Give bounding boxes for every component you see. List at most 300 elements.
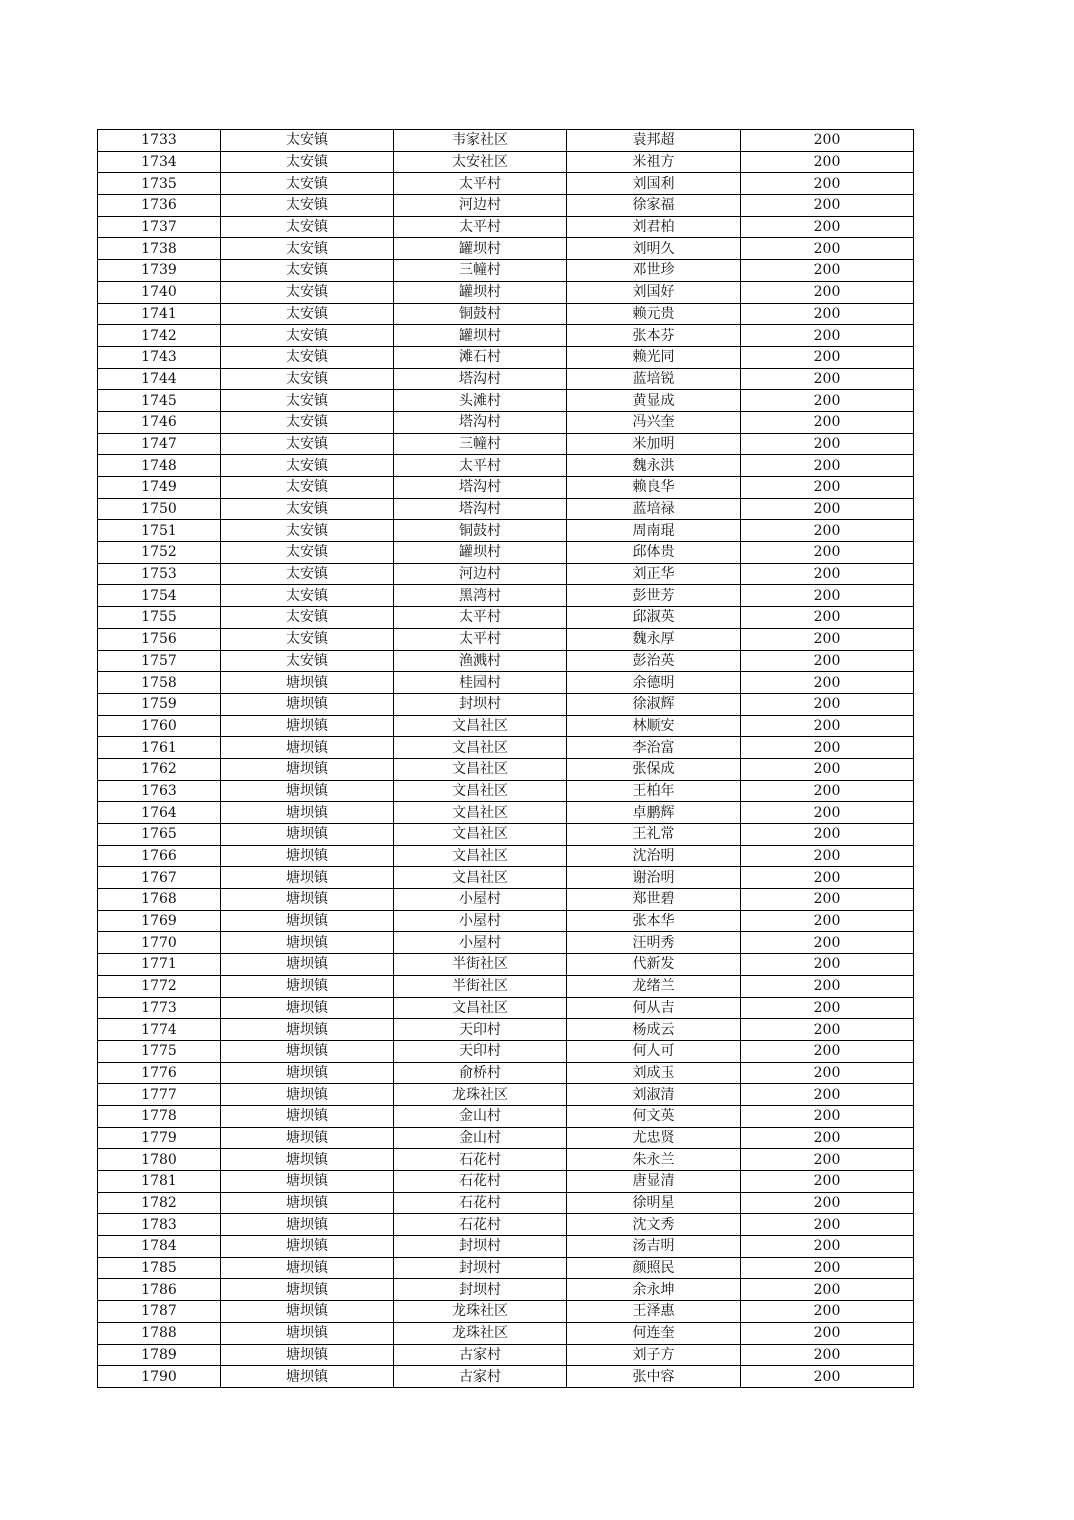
name-cell: 刘子方 [567,1344,741,1366]
name-cell: 张保成 [567,758,741,780]
village-cell: 塔沟村 [394,477,567,499]
row-number-cell: 1772 [98,975,221,997]
row-number-cell: 1764 [98,802,221,824]
row-number-cell: 1778 [98,1105,221,1127]
table-row [98,1322,914,1344]
town-cell: 塘坝镇 [221,1322,394,1344]
amount-cell: 200 [741,628,914,650]
table-row [98,173,914,195]
row-number-cell: 1734 [98,151,221,173]
row-number-cell: 1790 [98,1366,221,1388]
village-cell: 头滩村 [394,390,567,412]
town-cell: 太安镇 [221,628,394,650]
town-cell: 太安镇 [221,477,394,499]
name-cell: 刘国好 [567,281,741,303]
town-cell: 太安镇 [221,346,394,368]
name-cell: 沈治明 [567,845,741,867]
name-cell: 张本芬 [567,325,741,347]
town-cell: 塘坝镇 [221,824,394,846]
name-cell: 汪明秀 [567,932,741,954]
name-cell: 何连奎 [567,1322,741,1344]
row-number-cell: 1737 [98,216,221,238]
table-row [98,498,914,520]
row-number-cell: 1775 [98,1040,221,1062]
town-cell: 太安镇 [221,390,394,412]
amount-cell: 200 [741,693,914,715]
table-row [98,1105,914,1127]
amount-cell: 200 [741,997,914,1019]
town-cell: 塘坝镇 [221,889,394,911]
table-row [98,542,914,564]
amount-cell: 200 [741,585,914,607]
amount-cell: 200 [741,1105,914,1127]
name-cell: 刘君柏 [567,216,741,238]
row-number-cell: 1759 [98,693,221,715]
table-row [98,1301,914,1323]
table-row [98,238,914,260]
name-cell: 袁邦超 [567,130,741,152]
village-cell: 石花村 [394,1214,567,1236]
row-number-cell: 1750 [98,498,221,520]
village-cell: 文昌社区 [394,867,567,889]
amount-cell: 200 [741,130,914,152]
town-cell: 塘坝镇 [221,997,394,1019]
amount-cell: 200 [741,281,914,303]
table-row [98,1214,914,1236]
village-cell: 太平村 [394,455,567,477]
row-number-cell: 1760 [98,715,221,737]
row-number-cell: 1751 [98,520,221,542]
village-cell: 文昌社区 [394,997,567,1019]
row-number-cell: 1769 [98,910,221,932]
town-cell: 塘坝镇 [221,845,394,867]
table-row [98,954,914,976]
town-cell: 塘坝镇 [221,1301,394,1323]
amount-cell: 200 [741,498,914,520]
row-number-cell: 1755 [98,607,221,629]
row-number-cell: 1741 [98,303,221,325]
village-cell: 金山村 [394,1105,567,1127]
amount-cell: 200 [741,1084,914,1106]
town-cell: 塘坝镇 [221,780,394,802]
amount-cell: 200 [741,325,914,347]
village-cell: 封坝村 [394,693,567,715]
name-cell: 王礼常 [567,824,741,846]
name-cell: 彭治英 [567,650,741,672]
table-row [98,563,914,585]
table-row [98,628,914,650]
roster-table [97,129,914,1388]
table-row [98,195,914,217]
name-cell: 颜照民 [567,1257,741,1279]
village-cell: 太平村 [394,628,567,650]
town-cell: 太安镇 [221,411,394,433]
town-cell: 太安镇 [221,325,394,347]
name-cell: 林顺安 [567,715,741,737]
town-cell: 塘坝镇 [221,975,394,997]
table-row [98,780,914,802]
amount-cell: 200 [741,563,914,585]
amount-cell: 200 [741,607,914,629]
name-cell: 余德明 [567,672,741,694]
amount-cell: 200 [741,954,914,976]
name-cell: 朱永兰 [567,1149,741,1171]
row-number-cell: 1754 [98,585,221,607]
table-row [98,1236,914,1258]
amount-cell: 200 [741,1127,914,1149]
amount-cell: 200 [741,477,914,499]
amount-cell: 200 [741,780,914,802]
amount-cell: 200 [741,802,914,824]
town-cell: 太安镇 [221,368,394,390]
town-cell: 塘坝镇 [221,867,394,889]
amount-cell: 200 [741,975,914,997]
name-cell: 赖元贵 [567,303,741,325]
table-row [98,1019,914,1041]
table-row [98,281,914,303]
amount-cell: 200 [741,390,914,412]
row-number-cell: 1757 [98,650,221,672]
table-row [98,368,914,390]
name-cell: 赖光同 [567,346,741,368]
table-row [98,1366,914,1388]
amount-cell: 200 [741,173,914,195]
amount-cell: 200 [741,1322,914,1344]
name-cell: 李治富 [567,737,741,759]
amount-cell: 200 [741,1236,914,1258]
row-number-cell: 1735 [98,173,221,195]
name-cell: 周南琨 [567,520,741,542]
row-number-cell: 1762 [98,758,221,780]
village-cell: 太安社区 [394,151,567,173]
village-cell: 河边村 [394,195,567,217]
row-number-cell: 1777 [98,1084,221,1106]
town-cell: 太安镇 [221,542,394,564]
table-row [98,997,914,1019]
row-number-cell: 1773 [98,997,221,1019]
amount-cell: 200 [741,433,914,455]
table-row [98,1062,914,1084]
name-cell: 刘淑清 [567,1084,741,1106]
village-cell: 小屋村 [394,932,567,954]
village-cell: 罐坝村 [394,542,567,564]
amount-cell: 200 [741,889,914,911]
table-row [98,932,914,954]
table-row [98,216,914,238]
town-cell: 塘坝镇 [221,1192,394,1214]
town-cell: 塘坝镇 [221,802,394,824]
amount-cell: 200 [741,824,914,846]
row-number-cell: 1736 [98,195,221,217]
row-number-cell: 1784 [98,1236,221,1258]
row-number-cell: 1746 [98,411,221,433]
amount-cell: 200 [741,1214,914,1236]
row-number-cell: 1756 [98,628,221,650]
village-cell: 罐坝村 [394,238,567,260]
village-cell: 文昌社区 [394,824,567,846]
name-cell: 杨成云 [567,1019,741,1041]
name-cell: 米祖方 [567,151,741,173]
town-cell: 太安镇 [221,216,394,238]
row-number-cell: 1738 [98,238,221,260]
village-cell: 韦家社区 [394,130,567,152]
village-cell: 龙珠社区 [394,1322,567,1344]
town-cell: 太安镇 [221,585,394,607]
table-row [98,1257,914,1279]
name-cell: 邓世珍 [567,260,741,282]
town-cell: 塘坝镇 [221,954,394,976]
town-cell: 太安镇 [221,607,394,629]
town-cell: 太安镇 [221,650,394,672]
town-cell: 塘坝镇 [221,1127,394,1149]
table-row [98,672,914,694]
name-cell: 赖良华 [567,477,741,499]
amount-cell: 200 [741,845,914,867]
table-row [98,151,914,173]
village-cell: 龙珠社区 [394,1084,567,1106]
row-number-cell: 1748 [98,455,221,477]
village-cell: 塔沟村 [394,368,567,390]
village-cell: 天印村 [394,1019,567,1041]
village-cell: 半街社区 [394,975,567,997]
name-cell: 徐淑辉 [567,693,741,715]
name-cell: 冯兴奎 [567,411,741,433]
village-cell: 太平村 [394,216,567,238]
table-row [98,889,914,911]
row-number-cell: 1774 [98,1019,221,1041]
row-number-cell: 1765 [98,824,221,846]
name-cell: 唐显清 [567,1171,741,1193]
village-cell: 古家村 [394,1366,567,1388]
amount-cell: 200 [741,650,914,672]
name-cell: 刘明久 [567,238,741,260]
village-cell: 河边村 [394,563,567,585]
village-cell: 文昌社区 [394,715,567,737]
town-cell: 塘坝镇 [221,1062,394,1084]
village-cell: 塔沟村 [394,411,567,433]
row-number-cell: 1782 [98,1192,221,1214]
village-cell: 石花村 [394,1171,567,1193]
town-cell: 塘坝镇 [221,737,394,759]
amount-cell: 200 [741,542,914,564]
name-cell: 刘国利 [567,173,741,195]
village-cell: 罐坝村 [394,325,567,347]
town-cell: 塘坝镇 [221,1366,394,1388]
amount-cell: 200 [741,758,914,780]
name-cell: 卓鹏辉 [567,802,741,824]
name-cell: 王柏年 [567,780,741,802]
village-cell: 铜鼓村 [394,303,567,325]
name-cell: 何人可 [567,1040,741,1062]
village-cell: 天印村 [394,1040,567,1062]
village-cell: 金山村 [394,1127,567,1149]
table-row [98,715,914,737]
town-cell: 太安镇 [221,238,394,260]
table-row [98,520,914,542]
amount-cell: 200 [741,715,914,737]
table-row [98,1084,914,1106]
row-number-cell: 1743 [98,346,221,368]
name-cell: 徐明星 [567,1192,741,1214]
name-cell: 彭世芳 [567,585,741,607]
village-cell: 三幢村 [394,433,567,455]
amount-cell: 200 [741,1301,914,1323]
row-number-cell: 1771 [98,954,221,976]
table-row [98,607,914,629]
row-number-cell: 1761 [98,737,221,759]
village-cell: 渔溅村 [394,650,567,672]
amount-cell: 200 [741,737,914,759]
name-cell: 黄显成 [567,390,741,412]
name-cell: 郑世碧 [567,889,741,911]
table-row [98,455,914,477]
table-row [98,693,914,715]
amount-cell: 200 [741,910,914,932]
amount-cell: 200 [741,520,914,542]
table-row [98,585,914,607]
amount-cell: 200 [741,1192,914,1214]
amount-cell: 200 [741,1366,914,1388]
name-cell: 何从吉 [567,997,741,1019]
name-cell: 刘成玉 [567,1062,741,1084]
amount-cell: 200 [741,303,914,325]
town-cell: 太安镇 [221,455,394,477]
town-cell: 塘坝镇 [221,715,394,737]
village-cell: 石花村 [394,1192,567,1214]
name-cell: 刘正华 [567,563,741,585]
town-cell: 太安镇 [221,281,394,303]
name-cell: 何文英 [567,1105,741,1127]
town-cell: 塘坝镇 [221,910,394,932]
amount-cell: 200 [741,216,914,238]
row-number-cell: 1745 [98,390,221,412]
name-cell: 余永坤 [567,1279,741,1301]
amount-cell: 200 [741,238,914,260]
row-number-cell: 1783 [98,1214,221,1236]
name-cell: 米加明 [567,433,741,455]
village-cell: 龙珠社区 [394,1301,567,1323]
name-cell: 尤忠贤 [567,1127,741,1149]
name-cell: 沈文秀 [567,1214,741,1236]
town-cell: 塘坝镇 [221,1019,394,1041]
name-cell: 张本华 [567,910,741,932]
town-cell: 太安镇 [221,563,394,585]
name-cell: 蓝培锐 [567,368,741,390]
row-number-cell: 1788 [98,1322,221,1344]
town-cell: 塘坝镇 [221,1040,394,1062]
name-cell: 谢治明 [567,867,741,889]
row-number-cell: 1787 [98,1301,221,1323]
town-cell: 太安镇 [221,498,394,520]
amount-cell: 200 [741,368,914,390]
row-number-cell: 1763 [98,780,221,802]
town-cell: 塘坝镇 [221,932,394,954]
amount-cell: 200 [741,411,914,433]
name-cell: 王泽惠 [567,1301,741,1323]
village-cell: 文昌社区 [394,780,567,802]
town-cell: 塘坝镇 [221,1279,394,1301]
name-cell: 魏永厚 [567,628,741,650]
amount-cell: 200 [741,1040,914,1062]
row-number-cell: 1758 [98,672,221,694]
amount-cell: 200 [741,1019,914,1041]
village-cell: 塔沟村 [394,498,567,520]
village-cell: 铜鼓村 [394,520,567,542]
town-cell: 太安镇 [221,260,394,282]
village-cell: 小屋村 [394,910,567,932]
table-row [98,1127,914,1149]
village-cell: 封坝村 [394,1279,567,1301]
row-number-cell: 1786 [98,1279,221,1301]
table-row [98,346,914,368]
row-number-cell: 1789 [98,1344,221,1366]
name-cell: 邱淑英 [567,607,741,629]
name-cell: 汤吉明 [567,1236,741,1258]
village-cell: 封坝村 [394,1257,567,1279]
table-row [98,303,914,325]
row-number-cell: 1776 [98,1062,221,1084]
row-number-cell: 1779 [98,1127,221,1149]
table-row [98,390,914,412]
village-cell: 太平村 [394,607,567,629]
row-number-cell: 1770 [98,932,221,954]
town-cell: 塘坝镇 [221,672,394,694]
table-row [98,1192,914,1214]
town-cell: 塘坝镇 [221,1084,394,1106]
row-number-cell: 1781 [98,1171,221,1193]
table-row [98,824,914,846]
town-cell: 塘坝镇 [221,1344,394,1366]
table-row [98,867,914,889]
row-number-cell: 1753 [98,563,221,585]
town-cell: 塘坝镇 [221,1149,394,1171]
village-cell: 石花村 [394,1149,567,1171]
roster-table-body [98,130,914,1388]
table-row [98,130,914,152]
amount-cell: 200 [741,151,914,173]
village-cell: 太平村 [394,173,567,195]
town-cell: 太安镇 [221,433,394,455]
row-number-cell: 1733 [98,130,221,152]
name-cell: 魏永洪 [567,455,741,477]
row-number-cell: 1766 [98,845,221,867]
amount-cell: 200 [741,1062,914,1084]
town-cell: 塘坝镇 [221,1236,394,1258]
town-cell: 塘坝镇 [221,1257,394,1279]
amount-cell: 200 [741,867,914,889]
table-row [98,433,914,455]
row-number-cell: 1785 [98,1257,221,1279]
amount-cell: 200 [741,346,914,368]
amount-cell: 200 [741,195,914,217]
amount-cell: 200 [741,932,914,954]
village-cell: 罐坝村 [394,281,567,303]
amount-cell: 200 [741,260,914,282]
row-number-cell: 1744 [98,368,221,390]
town-cell: 太安镇 [221,303,394,325]
table-row [98,260,914,282]
row-number-cell: 1742 [98,325,221,347]
town-cell: 塘坝镇 [221,1105,394,1127]
village-cell: 文昌社区 [394,845,567,867]
town-cell: 太安镇 [221,195,394,217]
town-cell: 太安镇 [221,520,394,542]
amount-cell: 200 [741,1171,914,1193]
amount-cell: 200 [741,672,914,694]
town-cell: 塘坝镇 [221,1171,394,1193]
name-cell: 邱体贵 [567,542,741,564]
amount-cell: 200 [741,455,914,477]
